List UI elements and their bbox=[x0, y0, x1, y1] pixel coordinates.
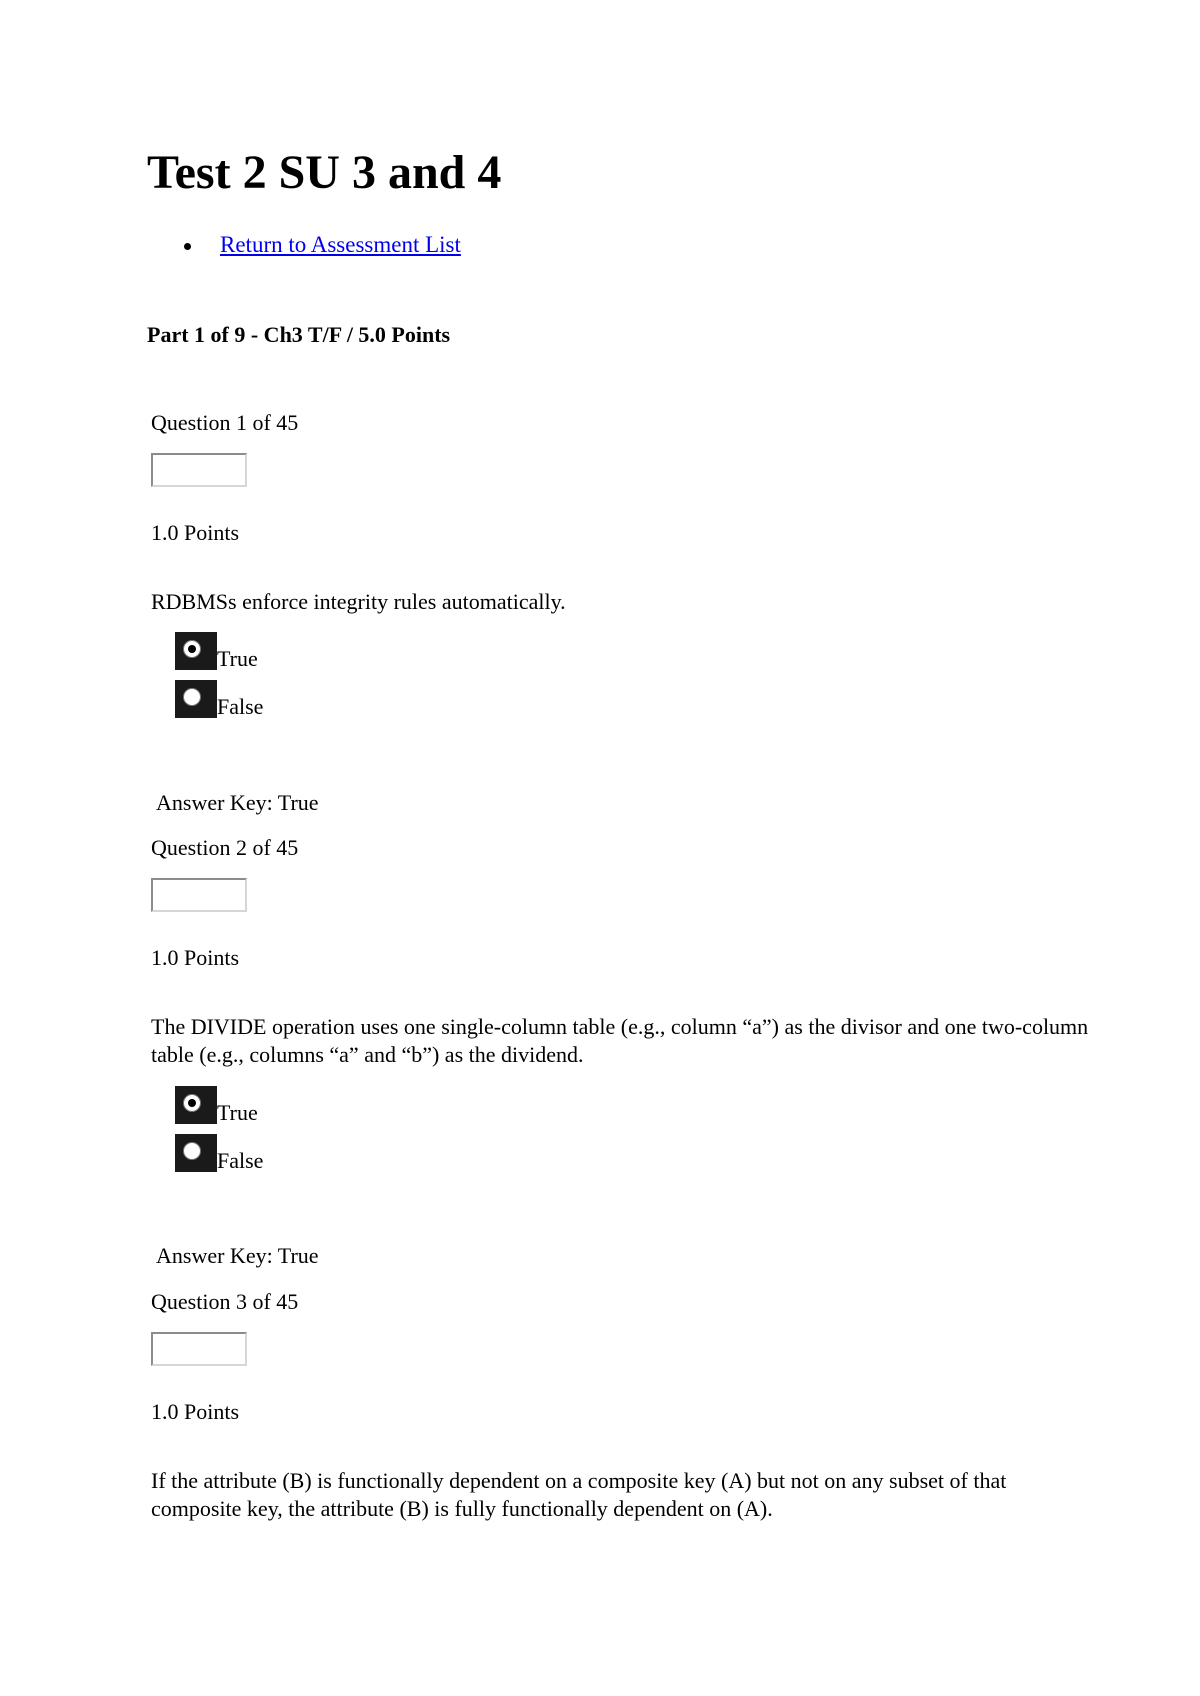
question-points: 1.0 Points bbox=[151, 520, 240, 545]
radio-unselected-icon bbox=[183, 1142, 201, 1160]
option-label: False bbox=[217, 694, 264, 719]
nav-list-item bbox=[147, 230, 461, 260]
answer-key: Answer Key: True bbox=[156, 1243, 319, 1268]
option-label: False bbox=[217, 1148, 264, 1173]
question-points: 1.0 Points bbox=[151, 1399, 240, 1424]
radio-button[interactable] bbox=[175, 680, 217, 718]
radio-selected-icon bbox=[183, 1094, 201, 1112]
question-3 bbox=[151, 1287, 1091, 1521]
option-label: True bbox=[217, 646, 258, 671]
return-to-assessment-list-link[interactable]: Return to Assessment List bbox=[220, 232, 461, 257]
radio-selected-icon bbox=[183, 640, 201, 658]
question-text: The DIVIDE operation uses one single-column table (e.g., column “a”) as the divisor and one two-column table (e.g., columns “a” and “b”) as the dividend. bbox=[151, 1014, 1089, 1067]
question-text: RDBMSs enforce integrity rules automatically. bbox=[151, 589, 566, 614]
answer-key: Answer Key: True bbox=[156, 790, 319, 815]
radio-unselected-icon bbox=[183, 688, 201, 706]
nav-list bbox=[147, 230, 461, 260]
question-points: 1.0 Points bbox=[151, 945, 240, 970]
part-title: Part 1 of 9 - Ch3 T/F / 5.0 Points bbox=[147, 322, 451, 347]
radio-button[interactable] bbox=[175, 1134, 217, 1172]
radio-button[interactable] bbox=[175, 632, 217, 670]
question-number: Question 2 of 45 bbox=[151, 835, 299, 860]
question-text: If the attribute (B) is functionally dependent on a composite key (A) but not on any subset of that composite key, the attribute (B) is fully functionally dependent on (A). bbox=[151, 1468, 1007, 1521]
question-number: Question 1 of 45 bbox=[151, 410, 299, 435]
question-2 bbox=[151, 833, 1091, 1268]
score-input[interactable] bbox=[151, 453, 247, 487]
score-input[interactable] bbox=[151, 878, 247, 912]
page-title: Test 2 SU 3 and 4 bbox=[147, 146, 502, 199]
score-input[interactable] bbox=[151, 1332, 247, 1366]
option-label: True bbox=[217, 1100, 258, 1125]
question-1 bbox=[151, 408, 1091, 815]
radio-button[interactable] bbox=[175, 1086, 217, 1124]
question-number: Question 3 of 45 bbox=[151, 1289, 299, 1314]
